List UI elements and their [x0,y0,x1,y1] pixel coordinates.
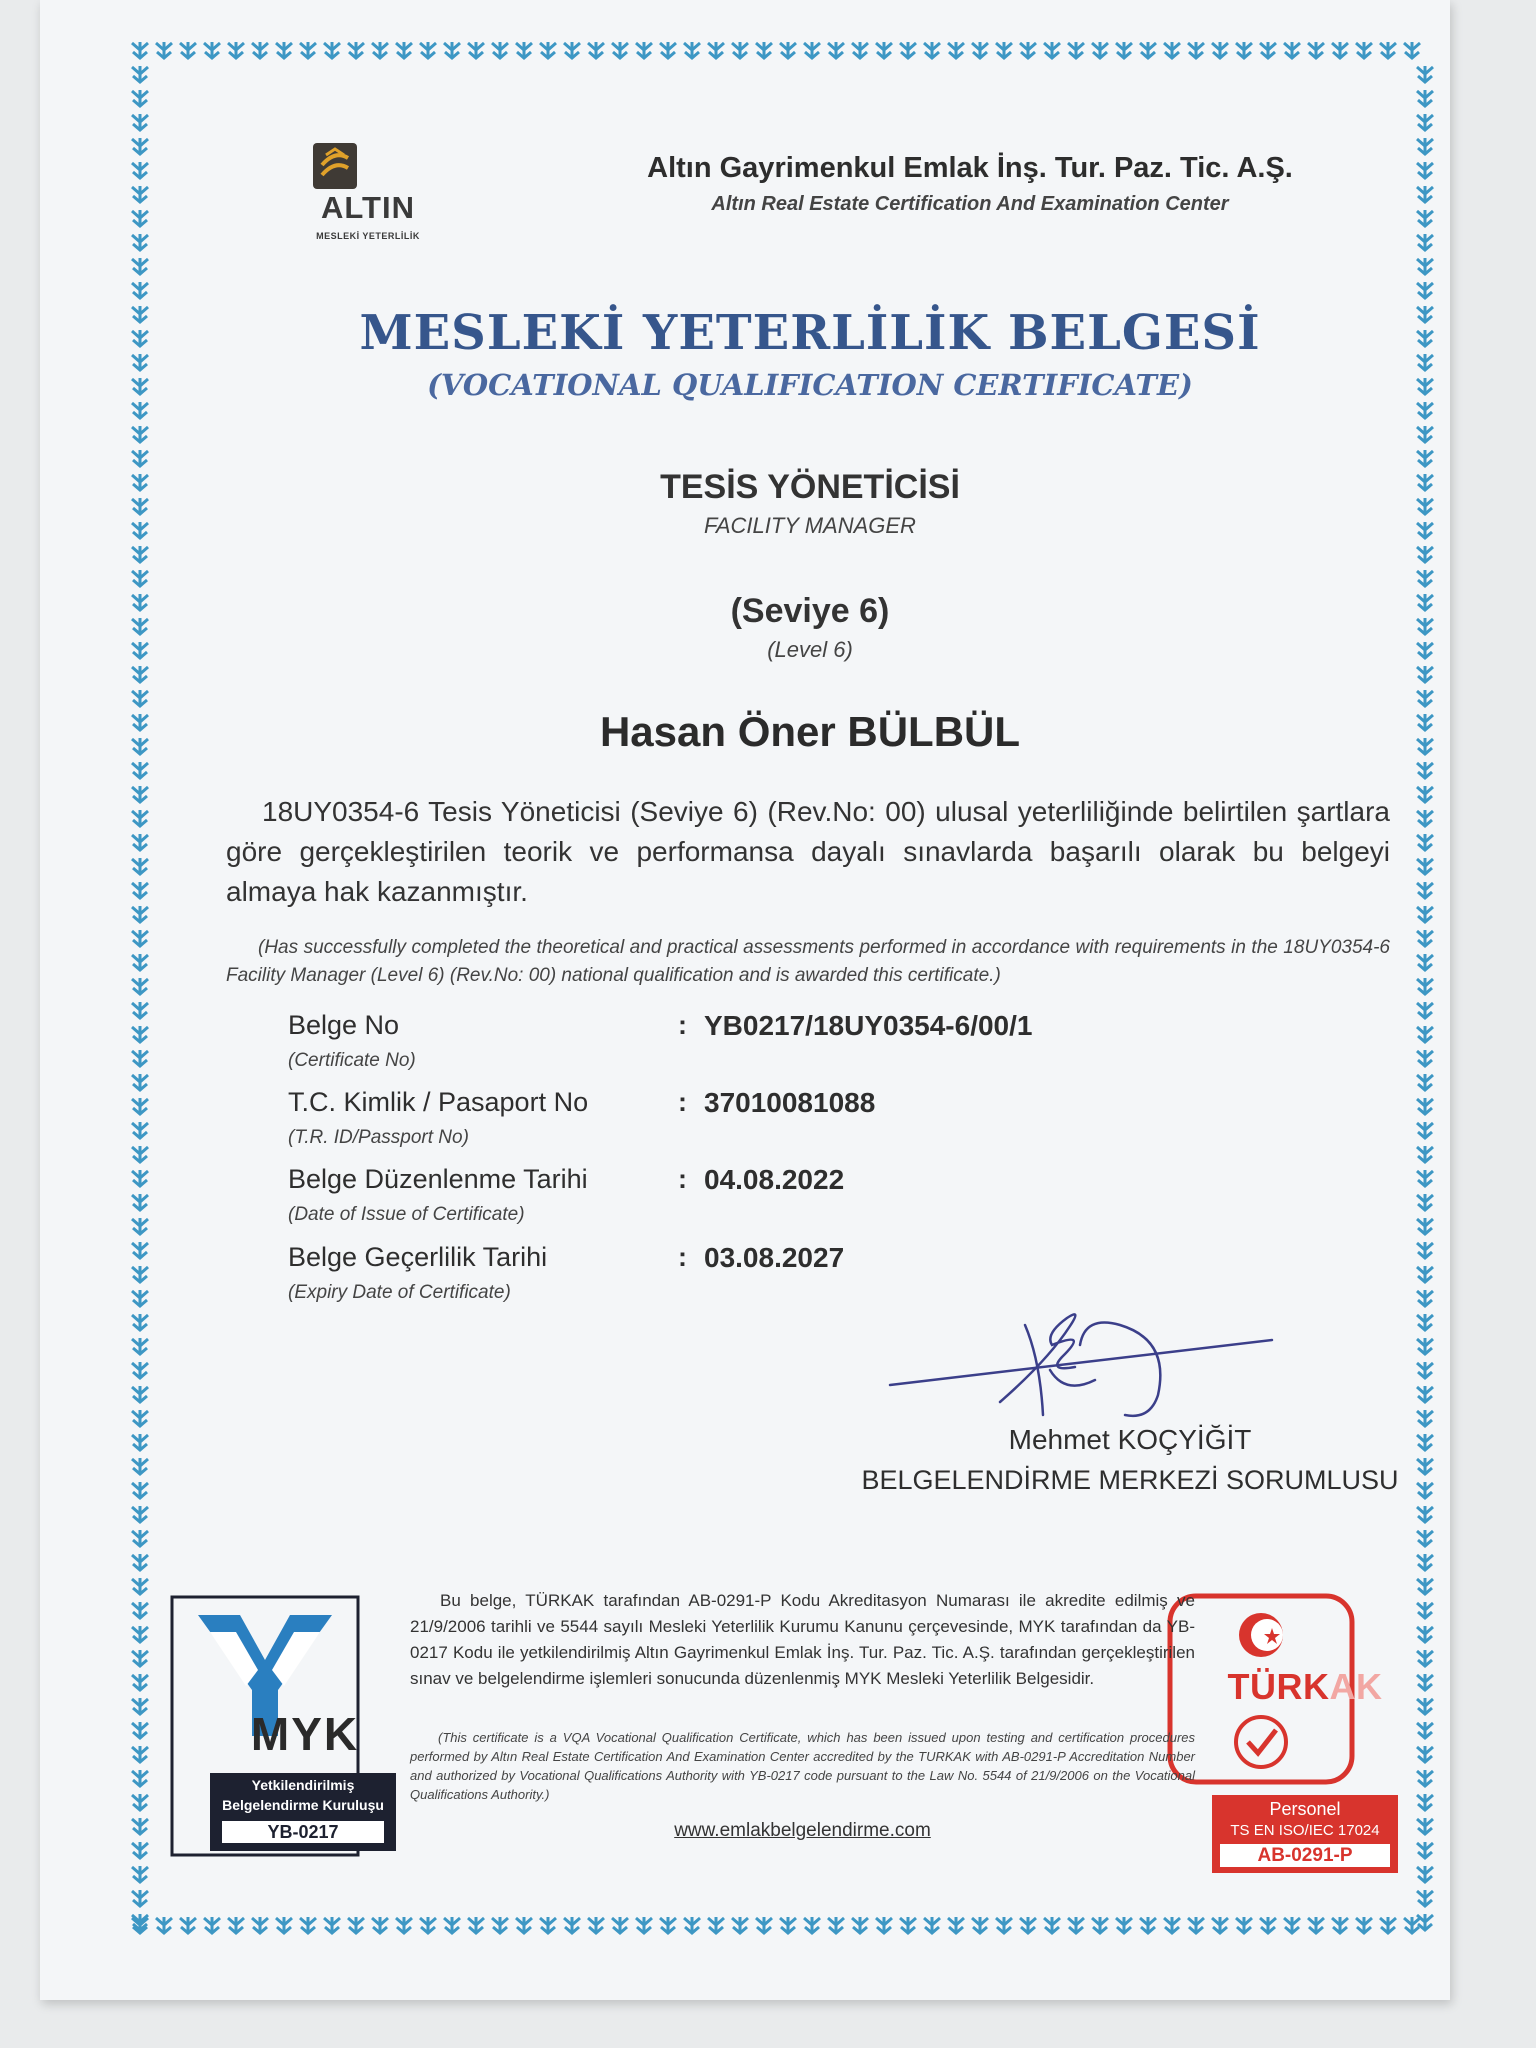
border-ornament [1417,1410,1433,1426]
border-ornament [1417,1698,1433,1714]
border-ornament [1417,858,1433,874]
border-ornament [132,522,148,538]
border-ornament [228,42,244,58]
border-ornament [132,1506,148,1522]
field-label-certificate-no: Belge No [288,1010,400,1040]
border-ornament [516,42,532,58]
border-ornament [156,42,172,58]
border-ornament [132,1146,148,1162]
border-ornament [348,42,364,58]
border-ornament [1417,1866,1433,1882]
altin-logo-subtext: MESLEKİ YETERLİLİK [316,231,420,241]
border-ornament [1417,666,1433,682]
border-ornament [132,594,148,610]
border-ornament [1417,762,1433,778]
border-ornament [132,978,148,994]
border-ornament [132,1866,148,1882]
border-ornament [132,1890,148,1906]
border-ornament [1417,1242,1433,1258]
border-ornament [1260,1917,1276,1933]
field-label-issue-date: Belge Düzenlenme Tarihi [288,1164,588,1194]
turkak-badge-line2: TS EN ISO/IEC 17024 [1230,1822,1380,1839]
border-ornament [1417,114,1433,130]
issuer-subtitle: Altın Real Estate Certification And Examination Center [711,193,1229,215]
border-ornament [132,1362,148,1378]
border-ornament [1417,66,1433,82]
border-ornament [1417,1098,1433,1114]
border-ornament [132,1794,148,1810]
field-separator: : [678,1242,687,1272]
border-ornament [1044,42,1060,58]
border-ornament [1417,1554,1433,1570]
border-ornament [132,1458,148,1474]
border-ornament [1417,1218,1433,1234]
border-ornament [996,42,1012,58]
border-ornament [1417,954,1433,970]
border-ornament [132,1650,148,1666]
border-ornament [1417,1266,1433,1282]
border-ornament [444,1917,460,1933]
border-ornament [132,1386,148,1402]
border-ornament [1417,810,1433,826]
field-value-expiry-date: 03.08.2027 [704,1242,845,1273]
border-ornament [1417,1146,1433,1162]
border-ornament [132,546,148,562]
border-ornament [1356,1917,1372,1933]
border-ornament [1417,1314,1433,1330]
border-ornament [804,1917,820,1933]
border-ornament [1417,426,1433,442]
myk-badge-line1: Yetkilendirilmiş [251,1777,355,1793]
border-ornament [1417,546,1433,562]
border-ornament [1417,906,1433,922]
border-ornament [1116,42,1132,58]
border-ornament [684,1917,700,1933]
turkak-badge-line1: Personel [1269,1799,1341,1819]
border-ornament [132,1074,148,1090]
border-ornament [1417,1074,1433,1090]
border-ornament [132,1194,148,1210]
border-ornament [996,1917,1012,1933]
border-ornament [708,42,724,58]
turkak-logo-word [1208,1666,1402,1708]
border-ornament [1417,1026,1433,1042]
border-ornament [900,42,916,58]
border-ornament [132,282,148,298]
border-ornament [132,1314,148,1330]
border-ornament [372,42,388,58]
border-ornament [372,1917,388,1933]
border-ornament [1020,1917,1036,1933]
border-ornament [1417,1362,1433,1378]
border-ornament [1236,1917,1252,1933]
border-ornament [1092,1917,1108,1933]
border-ornament [828,1917,844,1933]
border-ornament [924,42,940,58]
field-separator: : [678,1010,687,1040]
border-ornament [132,1170,148,1186]
border-ornament [132,1626,148,1642]
border-ornament [132,498,148,514]
border-ornament [132,1002,148,1018]
border-ornament [1068,42,1084,58]
issuer-company-name: Altın Gayrimenkul Emlak İnş. Tur. Paz. Tic. A.Ş. [647,152,1293,184]
border-ornament [1140,42,1156,58]
border-ornament [1164,42,1180,58]
border-ornament [132,1290,148,1306]
border-ornament [876,42,892,58]
border-ornament [156,1917,172,1933]
border-ornament [1417,258,1433,274]
border-ornament [636,42,652,58]
border-ornament [852,1917,868,1933]
certificate-statement: 18UY0354-6 Tesis Yöneticisi (Seviye 6) (Rev.No: 00) ulusal yeterliliğinde belirtilen şartlara göre gerçekleştirilen teorik ve performansa dayalı sınavlarda başarılı olarak bu belgeyi almaya hak kazanmıştır. [226,796,1390,907]
border-ornament [132,1410,148,1426]
border-ornament [132,1578,148,1594]
border-ornament [132,306,148,322]
field-sublabel-id-no: (T.R. ID/Passport No) [288,1127,469,1148]
border-ornament [132,1242,148,1258]
border-ornament [132,90,148,106]
border-ornament [1417,1602,1433,1618]
occupation-title: TESİS YÖNETİCİSİ [660,468,960,506]
border-ornament [1164,1917,1180,1933]
field-label-id-no: T.C. Kimlik / Pasaport No [288,1087,589,1117]
border-ornament [1380,42,1396,58]
border-ornament [1417,282,1433,298]
field-separator: : [678,1087,687,1117]
border-ornament [1417,1338,1433,1354]
border-ornament [1140,1917,1156,1933]
border-ornament [132,810,148,826]
field-separator: : [678,1164,687,1194]
website-link[interactable]: www.emlakbelgelendirme.com [674,1820,931,1841]
field-value-certificate-no: YB0217/18UY0354-6/00/1 [704,1010,1033,1041]
border-ornament [132,1842,148,1858]
border-ornament [1417,1578,1433,1594]
border-ornament [804,42,820,58]
border-ornament [252,1917,268,1933]
border-ornament [1417,570,1433,586]
border-ornament [348,1917,364,1933]
turkak-word-part2: AK [1329,1666,1383,1707]
border-ornament [1404,42,1420,58]
border-ornament [276,42,292,58]
border-ornament [396,1917,412,1933]
border-ornament [132,618,148,634]
border-ornament [1417,450,1433,466]
field-value-issue-date: 04.08.2022 [704,1164,845,1195]
border-ornament [132,378,148,394]
border-ornament [756,1917,772,1933]
border-ornament [732,1917,748,1933]
border-ornament [132,1674,148,1690]
border-ornament [300,1917,316,1933]
border-ornament [780,42,796,58]
myk-logo-word: MYK [250,1708,360,1760]
border-ornament [492,1917,508,1933]
border-ornament [396,42,412,58]
border-ornament [132,1746,148,1762]
border-ornament [1417,882,1433,898]
signature-mark [890,1314,1272,1415]
border-ornament [132,666,148,682]
border-ornament [876,1917,892,1933]
border-ornament [1417,1722,1433,1738]
border-ornament [1417,1818,1433,1834]
border-ornament [132,186,148,202]
border-ornament [132,1482,148,1498]
border-ornament [1417,1890,1433,1906]
border-ornament [1417,210,1433,226]
border-ornament [1417,690,1433,706]
altin-logo-word: ALTIN [321,190,415,225]
border-ornament [1417,1770,1433,1786]
border-ornament [1417,1386,1433,1402]
border-ornament [132,762,148,778]
border-ornament [1332,1917,1348,1933]
border-ornament [132,354,148,370]
border-ornament [1308,42,1324,58]
border-ornament [1212,1917,1228,1933]
border-ornament [900,1917,916,1933]
border-ornament [1417,90,1433,106]
border-ornament [132,1698,148,1714]
border-ornament [132,1602,148,1618]
border-ornament [300,42,316,58]
border-ornament [132,66,148,82]
border-ornament [204,1917,220,1933]
border-ornament [1417,786,1433,802]
border-ornament [132,1050,148,1066]
border-ornament [1417,1794,1433,1810]
border-ornament [468,42,484,58]
border-ornament [132,1338,148,1354]
border-ornament [612,1917,628,1933]
border-ornament [132,1122,148,1138]
border-ornament [132,162,148,178]
certificate-sheet [40,0,1450,2000]
border-ornament [1417,1650,1433,1666]
border-ornament [1212,42,1228,58]
border-ornament [204,42,220,58]
border-ornament [924,1917,940,1933]
border-ornament [1417,1674,1433,1690]
border-ornament [132,402,148,418]
border-ornament [684,42,700,58]
border-ornament [540,1917,556,1933]
border-ornament [132,714,148,730]
altin-logo-icon [313,143,357,189]
border-ornament [132,834,148,850]
border-ornament [132,426,148,442]
border-ornament [972,42,988,58]
border-ornament [1188,1917,1204,1933]
border-ornament [732,42,748,58]
border-ornament [1417,1626,1433,1642]
border-ornament [1284,42,1300,58]
field-sublabel-certificate-no: (Certificate No) [288,1050,416,1071]
border-ornament [588,42,604,58]
border-ornament [132,138,148,154]
border-ornament [180,1917,196,1933]
border-ornament [1308,1917,1324,1933]
border-ornament [132,930,148,946]
border-ornament [948,1917,964,1933]
border-ornament [132,1026,148,1042]
qualification-level-english: (Level 6) [767,637,853,662]
border-ornament [1417,402,1433,418]
border-ornament [780,1917,796,1933]
border-ornament [132,1770,148,1786]
border-ornament [1092,42,1108,58]
qualification-level: (Seviye 6) [730,592,890,630]
border-ornament [1236,42,1252,58]
border-ornament [1417,234,1433,250]
border-ornament [660,1917,676,1933]
border-ornament [1417,834,1433,850]
border-ornament [132,954,148,970]
certificate-title-english: (VOCATIONAL QUALIFICATION CERTIFICATE) [427,368,1193,402]
border-ornament [1417,1002,1433,1018]
border-ornament [132,114,148,130]
border-ornament [948,42,964,58]
border-ornament [492,42,508,58]
border-ornament [828,42,844,58]
border-ornament [132,570,148,586]
border-ornament [132,1818,148,1834]
border-ornament [132,1266,148,1282]
border-ornament [1417,1050,1433,1066]
certificate-statement-english: (Has successfully completed the theoretical and practical assessments performed in accordance with requirements in the 18UY0354-6 Facility Manager (Level 6) (Rev.No: 00) national qualification and is awarded this certificate.) [226,937,1390,986]
myk-badge-code: YB-0217 [222,1821,384,1843]
turkak-badge-code: AB-0291-P [1220,1844,1390,1867]
border-ornament [132,450,148,466]
border-ornament [132,1434,148,1450]
border-ornament [420,1917,436,1933]
border-ornament [972,1917,988,1933]
myk-badge-line2: Belgelendirme Kuruluşu [222,1797,384,1813]
border-ornament [564,1917,580,1933]
border-ornament [1417,162,1433,178]
border-ornament [1417,1170,1433,1186]
border-ornament [612,42,628,58]
border-ornament [132,882,148,898]
border-ornament [324,42,340,58]
border-ornament [1417,1746,1433,1762]
border-ornament [252,42,268,58]
border-ornament [660,42,676,58]
border-ornament [132,1530,148,1546]
border-ornament [1188,42,1204,58]
border-ornament [132,906,148,922]
certificate-title: MESLEKİ YETERLİLİK BELGESİ [359,305,1261,361]
border-ornament [132,1098,148,1114]
border-ornament [132,210,148,226]
field-label-expiry-date: Belge Geçerlilik Tarihi [288,1242,548,1272]
border-ornament [132,786,148,802]
border-ornament [132,234,148,250]
border-ornament [708,1917,724,1933]
accreditation-statement: Bu belge, TÜRKAK tarafından AB-0291-P Kodu Akreditasyon Numarası ile akredite edilmiş ve 21/9/2006 tarihli ve 5544 sayılı Mesleki Yeterlilik Kurumu Kanunu çerçevesinde, MYK tarafından da YB-0217 Kodu ile yetkilendirilmiş Altın Gayrimenkul Emlak İnş. Tur. Paz. Tic. A.Ş. tarafından gerçekleştirilen sınav ve belgelendirme işlemleri sonucunda düzenlenmiş MYK Mesleki Yeterlilik Belgesidir. [410,1591,1195,1688]
occupation-title-english: FACILITY MANAGER [704,513,916,538]
border-ornament [324,1917,340,1933]
border-ornament [1417,1194,1433,1210]
border-ornament [540,42,556,58]
turkak-word-part1: TÜRK [1227,1666,1330,1707]
border-ornament [1417,1290,1433,1306]
border-ornament [444,42,460,58]
border-ornament [1417,1506,1433,1522]
border-ornament [132,738,148,754]
border-ornament [132,642,148,658]
border-ornament [132,1218,148,1234]
accreditation-statement-english: (This certificate is a VQA Vocational Qualification Certificate, which has been issued upon testing and certification procedures performed by Altın Real Estate Certification And Examination Center accredited by the TURKAK with AB-0291-P Accreditation Number and authorized by Vocational Qualifications Authority with YB-0217 code pursuant to the Law No. 5544 of 21/9/2006 on the Vocational Qualifications Authority.) [410,1730,1195,1802]
field-sublabel-expiry-date: (Expiry Date of Certificate) [288,1282,511,1303]
border-ornament [132,1554,148,1570]
border-ornament [132,858,148,874]
certificate-holder-name: Hasan Öner BÜLBÜL [599,708,1021,755]
border-ornament [1284,1917,1300,1933]
border-ornament [132,42,148,58]
signatory-role: BELGELENDİRME MERKEZİ SORUMLUSU [861,1465,1399,1495]
border-ornament [1044,1917,1060,1933]
border-ornament [1356,42,1372,58]
field-value-id-no: 37010081088 [704,1087,876,1118]
border-ornament [276,1917,292,1933]
border-ornament [180,42,196,58]
border-ornament [132,1722,148,1738]
border-ornament [1020,42,1036,58]
border-ornament [1417,1122,1433,1138]
border-ornament [1417,930,1433,946]
border-ornament [588,1917,604,1933]
border-ornament [1417,978,1433,994]
border-ornament [132,474,148,490]
border-ornament [564,42,580,58]
border-ornament [468,1917,484,1933]
border-ornament [756,42,772,58]
border-ornament [1116,1917,1132,1933]
border-ornament [1417,1434,1433,1450]
border-ornament [132,690,148,706]
border-ornament [1417,186,1433,202]
border-ornament [1417,1842,1433,1858]
border-ornament [852,42,868,58]
border-ornament [1260,42,1276,58]
border-ornament [132,258,148,274]
border-ornament [1068,1917,1084,1933]
border-ornament [132,330,148,346]
signatory-name: Mehmet KOÇYİĞİT [1008,1424,1252,1455]
border-ornament [636,1917,652,1933]
border-ornament [228,1917,244,1933]
border-ornament [516,1917,532,1933]
border-ornament [1417,138,1433,154]
field-sublabel-issue-date: (Date of Issue of Certificate) [288,1204,525,1225]
border-ornament [1332,42,1348,58]
border-ornament [1417,1530,1433,1546]
border-ornament [420,42,436,58]
border-ornament [1380,1917,1396,1933]
